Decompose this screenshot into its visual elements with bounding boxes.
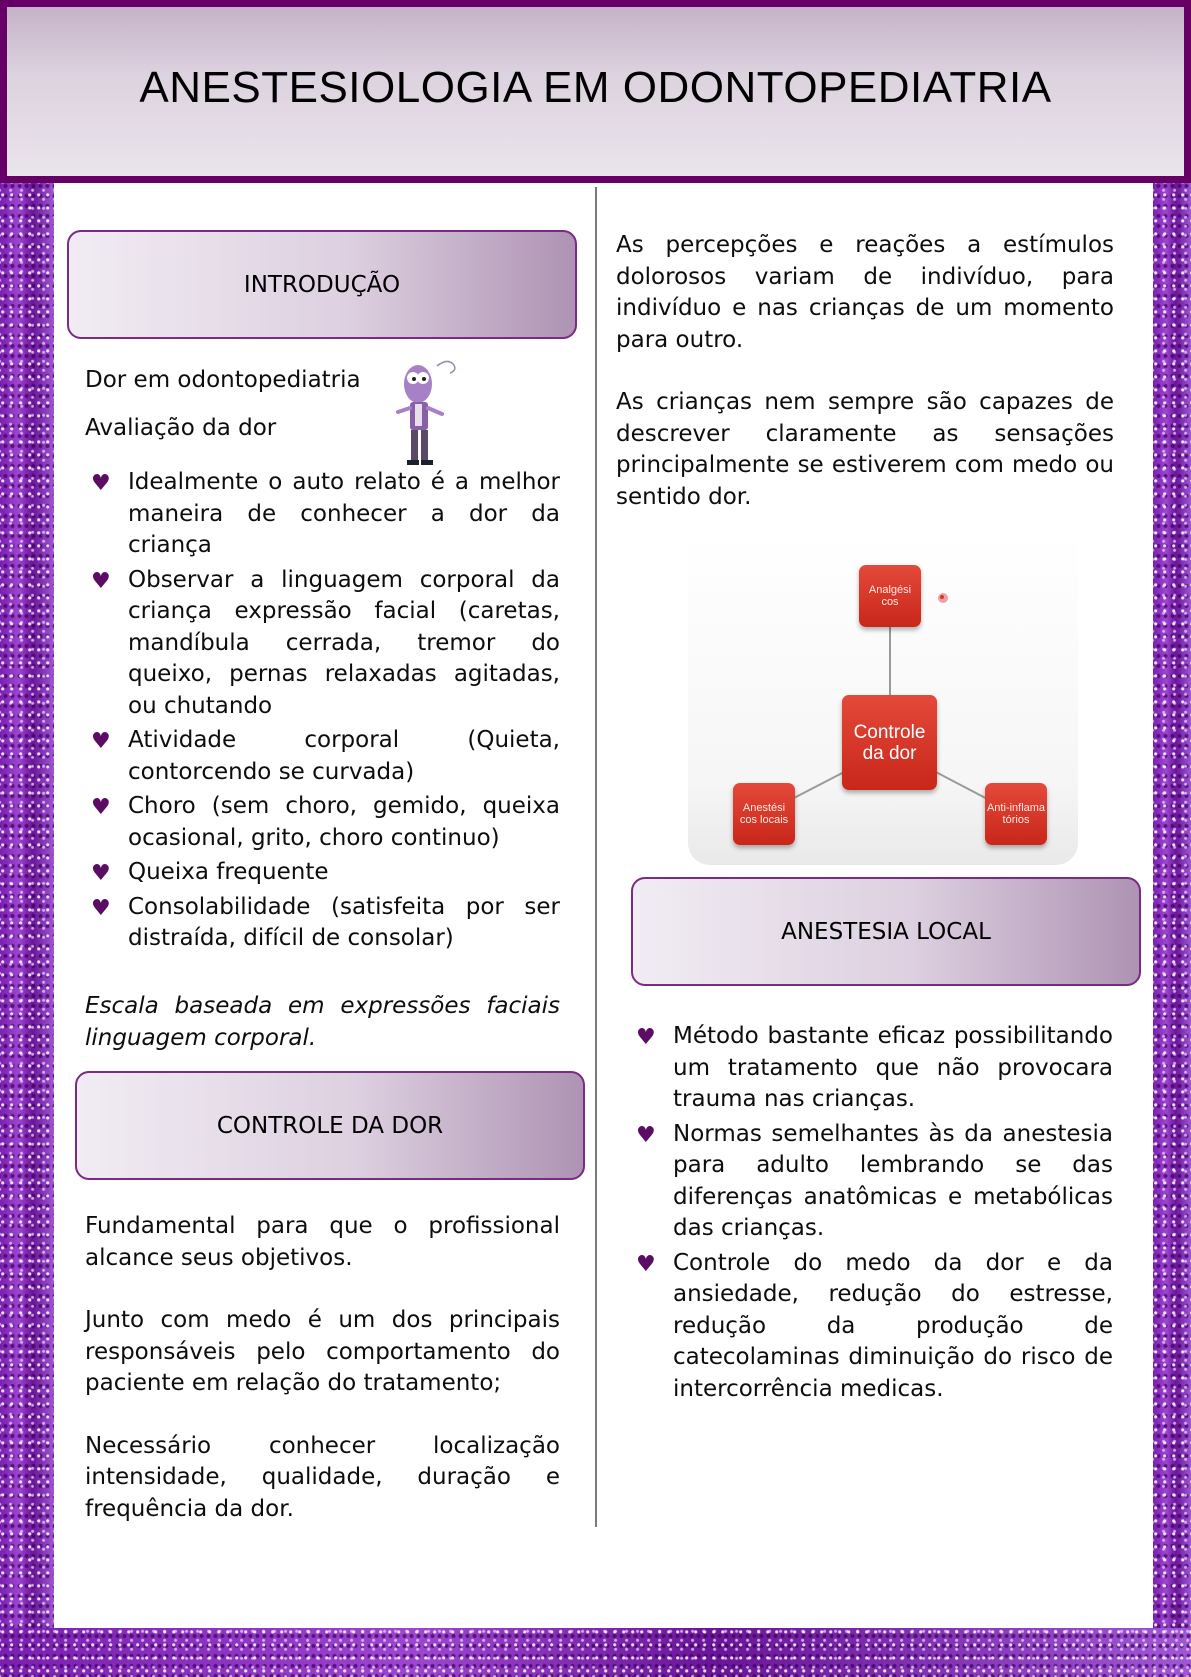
list-item: ♥ Método bastante eficaz possibilitando um tratamento que não provocara trauma nas crianças. — [636, 1023, 1113, 1112]
heart-icon: ♥ — [91, 861, 111, 886]
paragraph: Necessário conhecer localização intensidade, qualidade, duração e frequência da dor. — [85, 1432, 560, 1522]
pain-control-heading: CONTROLE DA DOR — [216, 1112, 444, 1139]
local-anesthesia-heading: ANESTESIA LOCAL — [781, 918, 991, 945]
paragraph: Junto com medo é um dos principais responsáveis pelo comportamento do paciente em relação do tratamento; — [85, 1307, 560, 1396]
paragraph: Fundamental para que o profissional alcance seus objetivos. — [85, 1213, 560, 1271]
pain-control-heading-box — [75, 1071, 585, 1180]
page-title: ANESTESIOLOGIA EM ODONTOPEDIATRIA — [139, 62, 1052, 112]
intro-line-pain: Dor em odontopediatria — [85, 367, 361, 393]
list-item: ♥ Idealmente o auto relato é a melhor maneira de conhecer a dor da criança — [91, 469, 560, 558]
list-item: ♥ Observar a linguagem corporal da criança expressão facial (caretas, mandíbula cerrada, tremor do queixo, pernas relaxadas agitadas, ou chutando — [91, 566, 560, 719]
glitter-border-left — [0, 178, 54, 1677]
intro-heading: INTRODUÇÃO — [243, 271, 401, 298]
glitter-border-bottom — [0, 1628, 1191, 1677]
column-divider — [595, 187, 597, 1527]
diagram-node-local-anesthetics: Anestési cos locais — [733, 783, 795, 845]
heart-icon: ♥ — [91, 795, 111, 820]
heart-icon: ♥ — [91, 568, 111, 594]
heart-icon: ♥ — [91, 729, 111, 754]
diagram-node-center: Controle da dor — [842, 695, 937, 790]
perception-text — [616, 230, 1114, 513]
list-item: ♥ Choro (sem choro, gemido, queixa ocasional, grito, choro continuo) — [91, 793, 560, 851]
glitter-border-right — [1153, 178, 1191, 1677]
heart-icon: ♥ — [636, 1122, 656, 1148]
character-illustration — [393, 356, 463, 471]
local-anesthesia-heading-box — [631, 877, 1141, 986]
heart-icon: ♥ — [636, 1025, 656, 1050]
intro-heading-box — [67, 230, 577, 339]
pain-control-text — [85, 1211, 560, 1525]
paragraph: As percepções e reações a estímulos dolorosos variam de indivíduo, para indivíduo e nas crianças de um momento para outro. — [616, 232, 1114, 353]
list-item: ♥ Queixa frequente — [85, 857, 560, 889]
scale-note: Escala baseada em expressões faciais linguagem corporal. — [85, 993, 560, 1051]
heart-icon: ♥ — [636, 1251, 656, 1277]
list-item: ♥ Normas semelhantes às da anestesia para adulto lembrando se das diferenças anatômicas e metabólicas das crianças. — [636, 1120, 1113, 1241]
title-banner — [0, 0, 1191, 183]
intro-line-evaluation: Avaliação da dor — [85, 415, 277, 441]
diagram-node-anti-inflammatories: Anti-inflama tórios — [985, 783, 1047, 845]
heart-icon: ♥ — [91, 895, 111, 921]
paragraph: As crianças nem sempre são capazes de descrever claramente as sensações principalmente se estiverem com medo ou sentido dor. — [616, 389, 1114, 510]
intro-bullet-list — [85, 467, 560, 958]
list-item: ♥ Controle do medo da dor e da ansiedade, redução do estresse, redução da produção de catecolaminas diminuição do risco de intercorrência medicas. — [636, 1249, 1113, 1402]
pain-control-diagram — [688, 530, 1078, 865]
list-item: ♥ Consolabilidade (satisfeita por ser distraída, difícil de consolar) — [91, 893, 560, 951]
diagram-node-analgesics: Analgési cos — [859, 565, 921, 627]
list-item: ♥ Atividade corporal (Quieta, contorcendo se curvada) — [91, 727, 560, 785]
local-anesthesia-list — [630, 1021, 1113, 1408]
heart-icon: ♥ — [91, 471, 111, 496]
